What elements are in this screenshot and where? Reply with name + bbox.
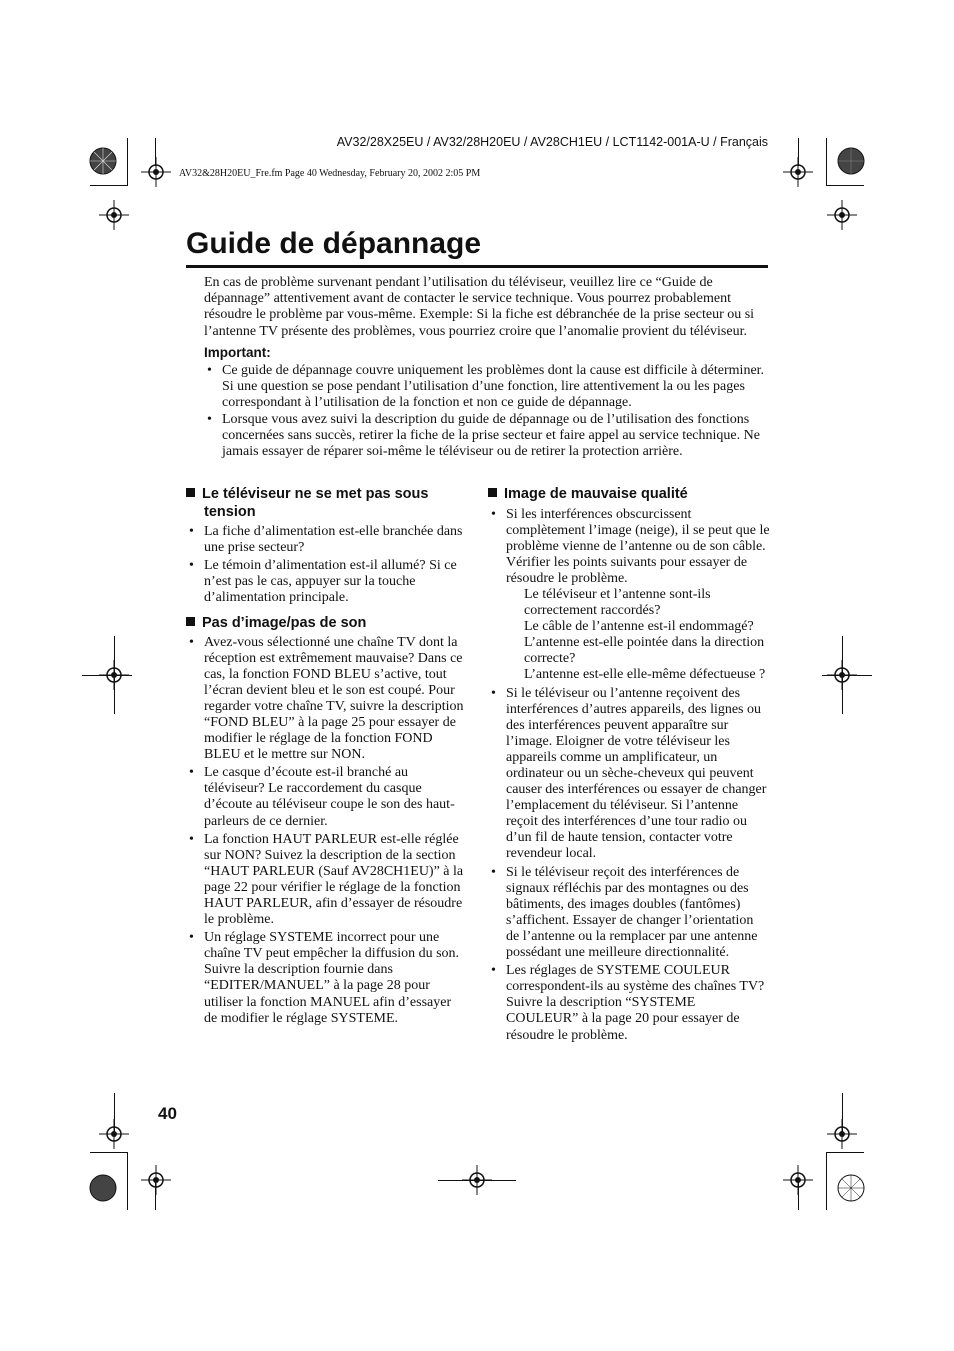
crosshair-registration-icon — [141, 157, 171, 187]
list-item: • Si les interférences obscurcissent complètement l’image (neige), il se peut que le problème vienne de l’antenne ou de son câble. Vérifier les points suivants pour essayer de résoudre le problème. Le téléviseur et l’antenne sont-ils correctement raccordés? Le câble de l’antenne est-il endommagé? L’antenne est-elle pointée dans la direction correcte? L’antenne est-elle elle-même défectueuse ? — [491, 506, 770, 683]
important-label: Important: — [204, 345, 271, 360]
crosshair-registration-icon — [99, 200, 129, 230]
list-item: • Si le téléviseur reçoit des interférences de signaux réfléchis par des montagnes ou des bâtiments, des images doubles (fantômes) s’affichent. Essayer de changer l’orientation de l’antenne ou la remplacer par une antenne possédant une meilleure directionnalité. — [491, 864, 758, 961]
check-item: L’antenne est-elle elle-même défectueuse ? — [524, 667, 766, 683]
square-bullet-icon — [186, 617, 195, 626]
list-item: • Avez-vous sélectionné une chaîne TV dont la réception est extrêmement mauvaise? Dans ce cas, la fonction FOND BLEU s’active, tout l’écran devient bleu et le son est coupé. Pour regarder votre chaîne TV, suivre la description “FOND BLEU” à la page 25 pour essayer de modifier le réglage de la fonction FOND BLEU et le mettre sur NON. — [189, 634, 464, 763]
list-item: • Le témoin d’alimentation est-il allumé? Si ce n’est pas le cas, appuyer sur la touche d’alimentation principale. — [189, 558, 457, 606]
section-no-power — [186, 486, 466, 608]
crosshair-registration-icon — [827, 200, 857, 230]
intro-paragraph: En cas de problème survenant pendant l’utilisation du téléviseur, veuillez lire ce “Guide de dépannage” attentivement avant de contacter le service technique. Vous pourrez probablement résoudre le problème par vous-même. Exemple: Si la fiche est débranchée de la prise secteur ou si l’antenne TV présente des problèmes, vous pourriez croire que l’anomalie provient du téléviseur. — [204, 275, 755, 339]
section-bad-picture — [488, 486, 770, 1046]
crosshair-registration-icon — [141, 1165, 171, 1195]
page-number: 40 — [158, 1104, 177, 1123]
check-item: Le téléviseur et l’antenne sont-ils correctement raccordés? — [524, 586, 711, 619]
check-item: L’antenne est-elle pointée dans la direction correcte? — [524, 635, 765, 667]
section-heading: Image de mauvaise qualité — [488, 486, 770, 504]
no-power-list — [186, 524, 466, 606]
spoked-registration-icon — [88, 146, 118, 176]
no-picture-list — [186, 635, 466, 1027]
model-header: AV32/28X25EU / AV32/28H20EU / AV28CH1EU / LCT1142-001A-U / Français — [336, 135, 768, 149]
important-list — [204, 363, 766, 462]
spoked-registration-icon — [836, 146, 866, 176]
check-item: Le câble de l’antenne est-il endommagé? — [524, 619, 754, 635]
list-item: • Ce guide de dépannage couvre uniquement les problèmes dont la cause est difficile à déterminer. Si une question se pose pendant l’utilisation d’une fonction, lire attentivement la ou les pages correspondant à l’utilisation de la fonction et non ce guide de dépannage. — [207, 363, 765, 411]
section-heading: Le téléviseur ne se met pas sous — [186, 486, 466, 504]
list-item: • Le casque d’écoute est-il branché au téléviseur? Le raccordement du casque d’écoute au téléviseur coupe le son des haut-parleurs de ce dernier. — [189, 765, 455, 829]
page-title: Guide de dépannage — [186, 227, 482, 260]
list-item: • Les réglages de SYSTEME COULEUR correspondent-ils au système des chaînes TV? Suivre la description “SYSTEME COULEUR” à la page 20 pour essayer de résoudre le problème. — [491, 963, 765, 1043]
file-info: AV32&28H20EU_Fre.fm Page 40 Wednesday, February 20, 2002 2:05 PM — [179, 168, 481, 179]
list-item: • La fiche d’alimentation est-elle branchée dans une prise secteur? — [189, 524, 463, 556]
list-item: • Si le téléviseur ou l’antenne reçoivent des interférences d’autres appareils, des lignes ou des interférences peuvent apparaître sur l’image. Eloigner de votre téléviseur les appareils comme un amplificateur, un ordinateur ou un sèche-cheveux qui peuvent causer des interférences ou essayer de changer l’emplacement du téléviseur. Si l’antenne reçoit des interférences d’une tour radio ou d’un fil de haute tension, contacter votre revendeur local. — [491, 685, 767, 862]
crosshair-registration-icon — [783, 157, 813, 187]
list-item: • La fonction HAUT PARLEUR est-elle réglée sur NON? Suivez la description de la section “HAUT PARLEUR (Sauf AV28CH1EU)” à la page 22 pour vérifier le réglage de la fonction HAUT PARLEUR, afin d’essayer de résoudre le problème. — [189, 831, 464, 928]
spoked-registration-icon — [836, 1173, 866, 1203]
title-rule — [186, 265, 768, 268]
spoked-registration-icon — [88, 1173, 118, 1203]
bad-picture-list — [488, 507, 770, 1044]
section-heading: Pas d’image/pas de son — [186, 615, 466, 633]
square-bullet-icon — [488, 488, 497, 497]
list-item: • Un réglage SYSTEME incorrect pour une chaîne TV peut empêcher la diffusion du son. Suivre la description fournie dans “EDITER/MANUEL” à la page 28 pour utiliser la fonction MANUEL afin d’essayer de modifier le réglage SYSTEME. — [189, 930, 460, 1026]
square-bullet-icon — [186, 488, 195, 497]
list-item: • Lorsque vous avez suivi la description du guide de dépannage ou de l’utilisation des fonctions concernées sans succès, retirer la fiche de la prise secteur et faire appel au service technique. Ne jamais essayer de réparer soi-même le téléviseur ou de retirer la protection arrière. — [207, 412, 760, 460]
section-heading-continued: tension — [204, 503, 256, 520]
section-no-picture — [186, 615, 466, 1029]
